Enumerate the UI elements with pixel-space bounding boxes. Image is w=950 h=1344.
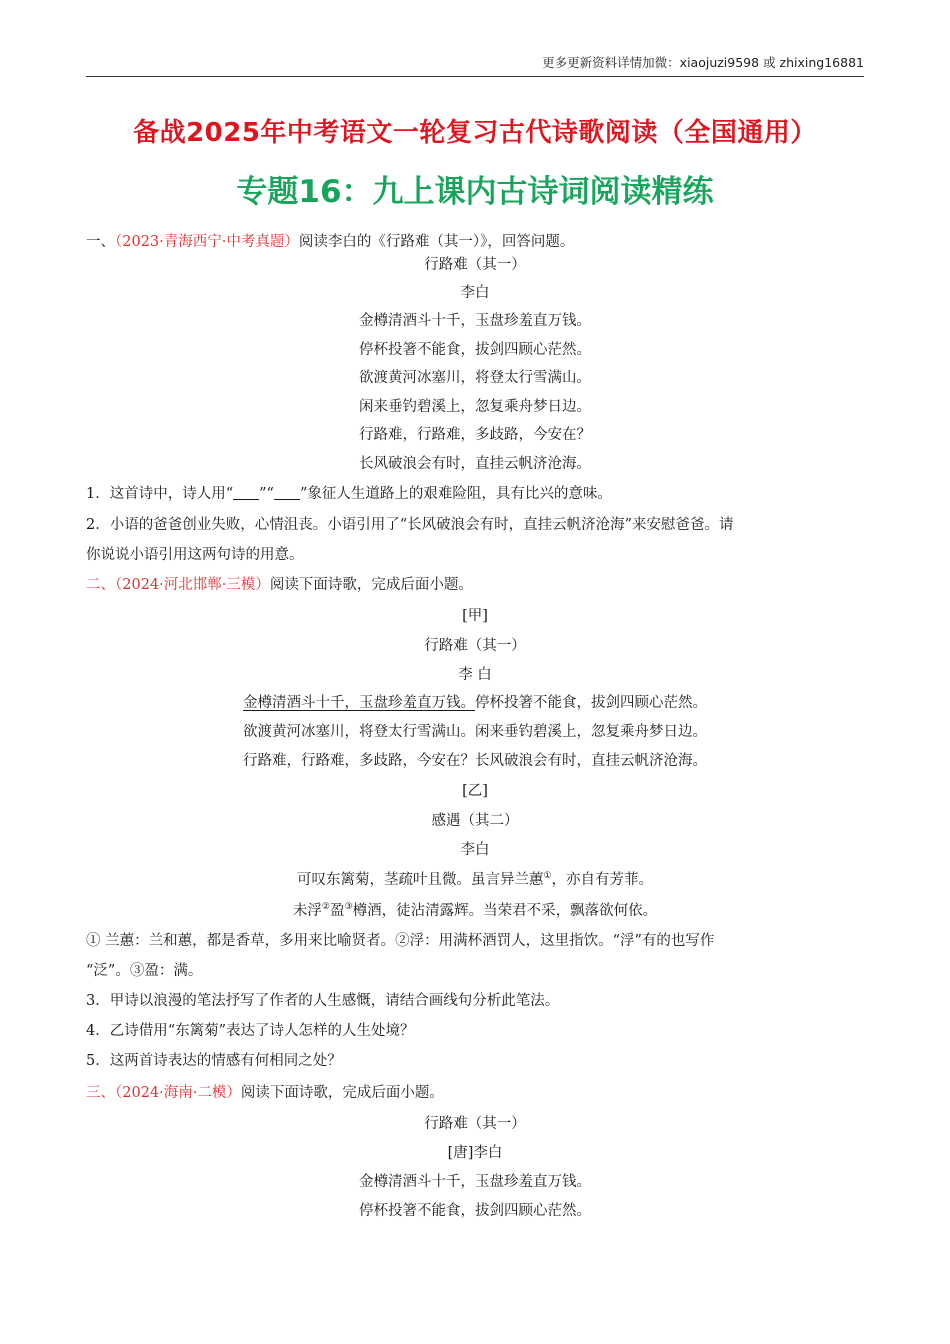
section-intro: 阅读下面诗歌，完成后面小题。 [269,577,473,593]
main-title: 备战2025年中考语文一轮复习古代诗歌阅读（全国通用） [133,118,817,148]
question-2-line-1: 2．小语的爸爸创业失败，心情沮丧。小语引用了“长风破浪会有时，直挂云帆济沧海”来安慰爸爸。请 [86,517,734,533]
question-1: 1．这首诗中，诗人用“ ”“ ”象征人生道路上的艰难险阻，具有比兴的意味。 [86,486,612,502]
poem-line: 可叹东篱菊，茎疏叶且微。虽言异兰蕙①，亦自有芳菲。 [296,871,654,888]
poem-label-a: [甲] [462,608,488,624]
footnote-line-2: “泛”。③盈：满。 [86,963,203,979]
poem-author: 李白 [460,842,490,858]
section-number: 一、 [86,234,115,250]
poem-line: 未浮②盈③樽酒，徒沾清露辉。当荣君不采，飘落欲何依。 [292,902,658,919]
header-note: 更多更新资料详情加微：xiaojuzi9598 或 zhixing16881 [542,55,864,70]
poem-line: 欲渡黄河冰塞川，将登太行雪满山。闲来垂钓碧溪上，忽复乘舟梦日边。 [243,724,707,740]
section-3-heading [86,1083,864,1103]
poem-line: 行路难，行路难，多歧路，今安在？长风破浪会有时，直挂云帆济沧海。 [243,753,707,769]
poem-line: 停杯投箸不能食，拔剑四顾心茫然。 [359,1203,591,1219]
poem-author: 李白 [460,285,490,301]
poem-line: 长风破浪会有时，直挂云帆济沧海。 [359,456,591,472]
underlined-line: 金樽清酒斗十千，玉盘珍羞直万钱。 [243,695,475,711]
poem-label-b: [乙] [462,783,488,799]
footnote-line-1: ① 兰蕙：兰和蕙，都是香草，多用来比喻贤者。②浮：用满杯酒罚人，这里指饮。“浮”有的也写作 [86,933,715,949]
section-intro: 阅读李白的《行路难（其一）》，回答问题。 [298,234,575,250]
source-tag: （2024·河北邯郸·三模） [115,577,270,593]
section-number: 二、 [86,577,115,593]
poem-line: 闲来垂钓碧溪上，忽复乘舟梦日边。 [359,399,591,415]
question-3: 3．甲诗以浪漫的笔法抒写了作者的人生感慨，请结合画线句分析此笔法。 [86,993,560,1009]
question-2-line-2: 你说说小语引用这两句诗的用意。 [86,547,304,563]
footnote-mark: ② [321,902,330,913]
section-number: 三、 [86,1085,115,1101]
section-intro: 阅读下面诗歌，完成后面小题。 [240,1085,444,1101]
footnote-mark: ③ [344,902,353,913]
section-1-heading [86,232,864,252]
poem-line: 停杯投箸不能食，拔剑四顾心茫然。 [359,342,591,358]
poem-line: 金樽清酒斗十千，玉盘珍羞直万钱。 [359,313,591,329]
poem-line: 金樽清酒斗十千，玉盘珍羞直万钱。 [359,1174,591,1190]
source-tag: （2024·海南·二模） [115,1085,241,1101]
poem-title: 行路难（其一） [424,257,526,273]
section-2-heading [86,575,864,595]
poem-author: 李 白 [458,667,492,683]
question-4: 4．乙诗借用“东篱菊”表达了诗人怎样的人生处境？ [86,1023,415,1039]
poem-line: 金樽清酒斗十千，玉盘珍羞直万钱。停杯投箸不能食，拔剑四顾心茫然。 [243,695,707,711]
poem-title: 感遇（其二） [431,813,519,829]
source-tag: （2023·青海西宁·中考真题） [115,234,299,250]
answer-blank[interactable] [274,485,300,500]
topic-title: 专题16：九上课内古诗词阅读精练 [236,174,714,210]
answer-blank[interactable] [233,485,259,500]
page-header [86,50,864,77]
poem-line: 行路难，行路难，多歧路，今安在？ [359,427,591,443]
poem-line: 欲渡黄河冰塞川，将登太行雪满山。 [359,370,591,386]
footnote-mark: ① [543,871,552,882]
poem-title: 行路难（其一） [424,638,526,654]
poem-author: [唐]李白 [447,1145,503,1161]
question-5: 5．这两首诗表达的情感有何相同之处？ [86,1053,342,1069]
poem-title: 行路难（其一） [424,1116,526,1132]
